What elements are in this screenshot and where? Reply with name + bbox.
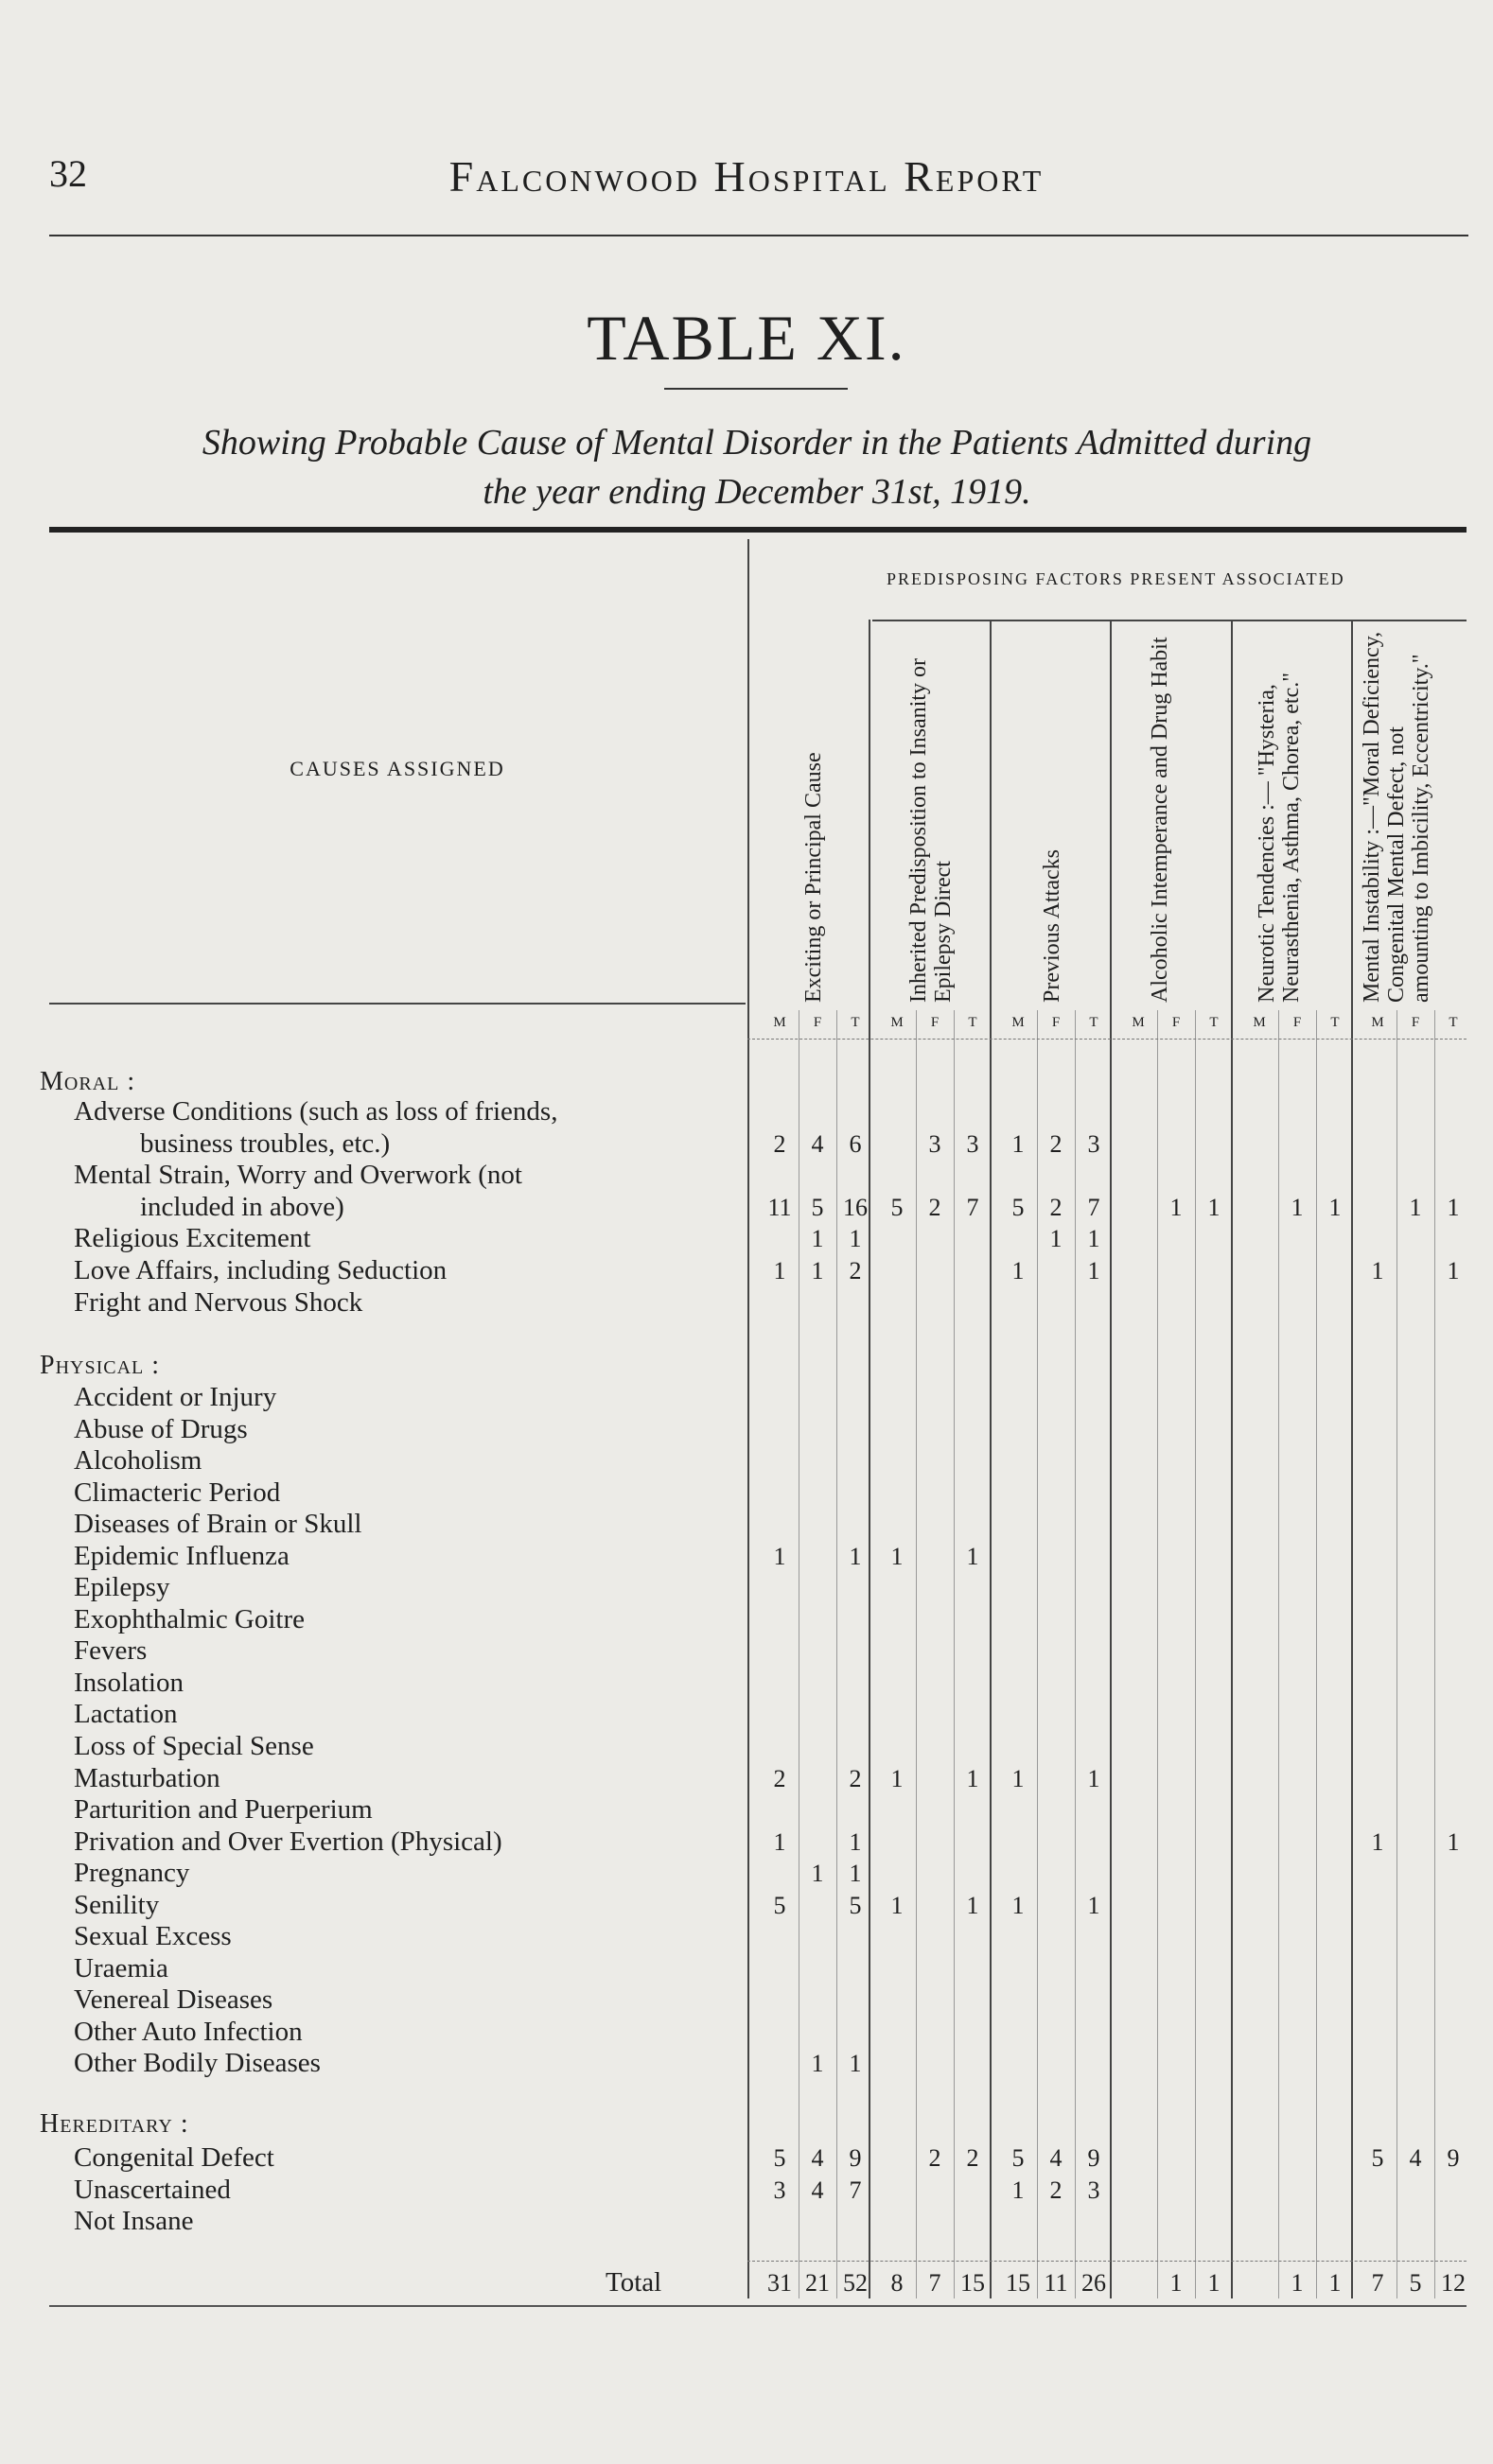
subcol-header-t: T (1330, 1015, 1340, 1030)
table-cell: 1 (1087, 1765, 1100, 1792)
causes-assigned-header: CAUSES ASSIGNED (290, 757, 505, 780)
subtitle-line-1: Showing Probable Cause of Mental Disorder in the Patients Admitted during (202, 423, 1312, 463)
group-border (1110, 620, 1112, 2298)
total-cell: 12 (1441, 2269, 1466, 2297)
row-label: Loss of Special Sense (74, 1731, 314, 1761)
table-cell: 1 (1011, 1130, 1025, 1158)
table-cell: 1 (890, 1543, 904, 1570)
row-label: Epidemic Influenza (74, 1541, 290, 1571)
row-label: Privation and Over Evertion (Physical) (74, 1826, 502, 1857)
table-cell: 2 (966, 2144, 979, 2172)
table-cell: 5 (1371, 2144, 1384, 2172)
row-label: Parturition and Puerperium (74, 1794, 373, 1825)
subcol-header-f: F (813, 1015, 822, 1030)
group-border (747, 539, 749, 2298)
table-cell: 7 (849, 2176, 862, 2204)
table-cell: 5 (890, 1194, 904, 1221)
table-cell: 9 (849, 2144, 862, 2172)
table-cell: 1 (1011, 1765, 1025, 1792)
table-cell: 3 (928, 1130, 941, 1158)
table-cell: 5 (773, 2144, 786, 2172)
subcol-header-f: F (1411, 1015, 1420, 1030)
row-label: Uraemia (74, 1953, 168, 1983)
table-cell: 4 (811, 2176, 824, 2204)
table-cell: 1 (1447, 1194, 1460, 1221)
table-cell: 1 (966, 1765, 979, 1792)
row-label: Alcoholism (74, 1445, 202, 1476)
table-cell: 2 (1049, 2176, 1063, 2204)
table-cell: 3 (1087, 1130, 1100, 1158)
row-label: Adverse Conditions (such as loss of friends, (74, 1096, 558, 1127)
row-label: Climacteric Period (74, 1477, 281, 1508)
row-label: Exophthalmic Goitre (74, 1604, 306, 1634)
subcol-header-t: T (968, 1015, 977, 1030)
table-cell: 1 (773, 1257, 786, 1284)
table-cell: 1 (1087, 1225, 1100, 1252)
column-group-header: Alcoholic Intemperance and Drug Habit (1148, 637, 1172, 1003)
table-cell: 1 (1447, 1257, 1460, 1284)
table-cell: 2 (928, 1194, 941, 1221)
table-cell: 1 (1011, 1257, 1025, 1284)
table-cell: 1 (1049, 1225, 1063, 1252)
row-label: Abuse of Drugs (74, 1414, 248, 1444)
total-rule (747, 2261, 1467, 2262)
table-cell: 7 (1087, 1194, 1100, 1221)
row-label: included in above) (140, 1192, 344, 1222)
table-cell: 1 (1447, 1828, 1460, 1856)
row-label: Not Insane (74, 2206, 194, 2236)
table-cell: 1 (890, 1892, 904, 1919)
table-cell: 1 (1371, 1257, 1384, 1284)
row-label: Unascertained (74, 2175, 231, 2205)
total-cell: 21 (805, 2269, 830, 2297)
row-label: Religious Excitement (74, 1223, 311, 1253)
total-label: Total (606, 2267, 662, 2298)
row-label: Insolation (74, 1668, 184, 1698)
column-group-header: Mental Instability :—"Moral Deficiency, Congenital Mental Defect, not amounting to Imbicility, Eccentricity." (1360, 631, 1433, 1003)
row-label: Congenital Defect (74, 2142, 274, 2173)
table-cell: 1 (1207, 1194, 1221, 1221)
row-label: Other Bodily Diseases (74, 2048, 321, 2078)
table-cell: 1 (811, 1225, 824, 1252)
table-cell: 1 (1371, 1828, 1384, 1856)
table-title: TABLE XI. (587, 302, 906, 374)
table-cell: 1 (1328, 1194, 1342, 1221)
table-cell: 2 (1049, 1194, 1063, 1221)
group-border (990, 620, 992, 2298)
table-cell: 1 (966, 1543, 979, 1570)
row-label: Other Auto Infection (74, 2017, 303, 2047)
row-label: Accident or Injury (74, 1382, 277, 1412)
table-cell: 1 (811, 1257, 824, 1284)
group-border (1231, 620, 1233, 2298)
subcol-header-f: F (1171, 1015, 1181, 1030)
column-group-header: Previous Attacks (1040, 849, 1064, 1003)
subcol-header-m: M (890, 1015, 904, 1030)
table-cell: 5 (1011, 2144, 1025, 2172)
row-label: Senility (74, 1890, 160, 1920)
table-cell: 1 (849, 1543, 862, 1570)
predisposing-factors-header: PREDISPOSING FACTORS PRESENT ASSOCIATED (887, 569, 1345, 588)
table-cell: 9 (1087, 2144, 1100, 2172)
total-cell: 15 (1006, 2269, 1030, 2297)
row-label: Pregnancy (74, 1858, 190, 1888)
column-group-header: Neurotic Tendencies :— "Hysteria, Neurasthenia, Asthma, Chorea, etc." (1255, 672, 1304, 1003)
table-cell: 4 (811, 2144, 824, 2172)
subcol-header-t: T (1209, 1015, 1219, 1030)
row-label: Diseases of Brain or Skull (74, 1509, 362, 1539)
column-group-header: Inherited Predisposition to Insanity or Epilepsy Direct (906, 658, 956, 1003)
column-group-header: Exciting or Principal Cause (801, 752, 826, 1003)
table-cell: 1 (849, 1225, 862, 1252)
section-moral: Moral : (40, 1067, 136, 1096)
table-cell: 16 (843, 1194, 868, 1221)
table-cell: 2 (849, 1765, 862, 1792)
subcol-header-t: T (1089, 1015, 1098, 1030)
subheader-rule (747, 1039, 1467, 1040)
row-label: Fright and Nervous Shock (74, 1287, 363, 1318)
factors-header-rule (872, 620, 1467, 621)
total-cell: 1 (1169, 2269, 1183, 2297)
subcol-header-f: F (1051, 1015, 1061, 1030)
table-cell: 7 (966, 1194, 979, 1221)
title-divider (664, 388, 848, 390)
table-cell: 1 (1291, 1194, 1304, 1221)
table-cell: 1 (1169, 1194, 1183, 1221)
row-label: Venereal Diseases (74, 1984, 273, 2015)
table-cell: 3 (966, 1130, 979, 1158)
row-label: business troubles, etc.) (140, 1128, 391, 1159)
table-cell: 1 (966, 1892, 979, 1919)
row-label: Fevers (74, 1635, 148, 1666)
table-cell: 5 (773, 1892, 786, 1919)
total-cell: 1 (1207, 2269, 1221, 2297)
table-cell: 5 (811, 1194, 824, 1221)
table-cell: 11 (767, 1194, 792, 1221)
total-cell: 8 (890, 2269, 904, 2297)
table-cell: 2 (773, 1130, 786, 1158)
group-border (869, 620, 870, 2298)
subcol-header-m: M (1011, 1015, 1025, 1030)
table-cell: 1 (811, 1860, 824, 1887)
table-cell: 1 (1011, 2176, 1025, 2204)
table-cell: 1 (1087, 1892, 1100, 1919)
table-cell: 2 (849, 1257, 862, 1284)
total-cell: 52 (843, 2269, 868, 2297)
header-rule (49, 235, 1468, 236)
subtitle-line-2: the year ending December 31st, 1919. (483, 472, 1031, 512)
subcol-header-m: M (1371, 1015, 1384, 1030)
table-subtitle (85, 418, 1429, 516)
page-number: 32 (49, 152, 87, 195)
table-cell: 1 (849, 2050, 862, 2077)
subcol-header-f: F (930, 1015, 940, 1030)
table-cell: 1 (1011, 1892, 1025, 1919)
total-cell: 31 (767, 2269, 792, 2297)
total-cell: 26 (1081, 2269, 1106, 2297)
subcol-header-m: M (773, 1015, 786, 1030)
row-label: Masturbation (74, 1763, 220, 1793)
table-cell: 2 (928, 2144, 941, 2172)
table-cell: 1 (773, 1543, 786, 1570)
table-cell: 4 (1049, 2144, 1063, 2172)
group-border (1351, 620, 1353, 2298)
table-bottom-rule (49, 2305, 1467, 2307)
report-title: Falconwood Hospital Report (448, 152, 1045, 201)
row-label: Lactation (74, 1699, 178, 1729)
total-cell: 1 (1328, 2269, 1342, 2297)
table-cell: 2 (773, 1765, 786, 1792)
total-cell: 1 (1291, 2269, 1304, 2297)
table-cell: 5 (1011, 1194, 1025, 1221)
subcol-header-m: M (1132, 1015, 1145, 1030)
subcol-header-f: F (1292, 1015, 1302, 1030)
table-cell: 5 (849, 1892, 862, 1919)
table-cell: 1 (773, 1828, 786, 1856)
row-label: Love Affairs, including Seduction (74, 1255, 448, 1285)
causes-header-rule (49, 1003, 746, 1005)
total-cell: 7 (928, 2269, 941, 2297)
total-cell: 15 (960, 2269, 985, 2297)
table-cell: 3 (773, 2176, 786, 2204)
table-cell: 4 (811, 1130, 824, 1158)
total-cell: 7 (1371, 2269, 1384, 2297)
subcol-header-t: T (851, 1015, 860, 1030)
table-cell: 1 (1087, 1257, 1100, 1284)
table-cell: 1 (849, 1860, 862, 1887)
subcol-header-m: M (1253, 1015, 1266, 1030)
table-cell: 1 (1409, 1194, 1422, 1221)
total-cell: 5 (1409, 2269, 1422, 2297)
table-cell: 9 (1447, 2144, 1460, 2172)
table-cell: 1 (890, 1765, 904, 1792)
table-cell: 1 (849, 1828, 862, 1856)
table-cell: 6 (849, 1130, 862, 1158)
row-label: Mental Strain, Worry and Overwork (not (74, 1160, 522, 1190)
row-label: Sexual Excess (74, 1921, 232, 1951)
section-physical: Physical : (40, 1351, 161, 1380)
section-hereditary: Hereditary : (40, 2109, 189, 2139)
table-cell: 1 (811, 2050, 824, 2077)
row-label: Epilepsy (74, 1572, 170, 1602)
total-cell: 11 (1044, 2269, 1068, 2297)
table-cell: 3 (1087, 2176, 1100, 2204)
table-cell: 4 (1409, 2144, 1422, 2172)
table-top-rule (49, 527, 1467, 533)
table-cell: 2 (1049, 1130, 1063, 1158)
subcol-header-t: T (1449, 1015, 1458, 1030)
